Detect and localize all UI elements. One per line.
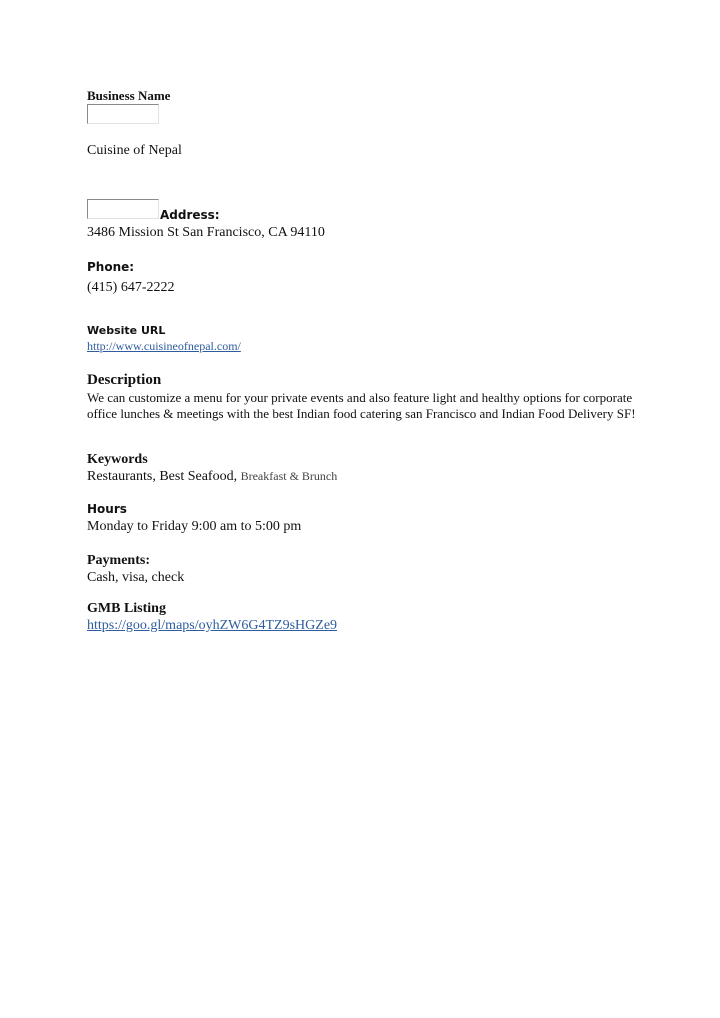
address-label: Address:	[160, 208, 220, 222]
website-link[interactable]: http://www.cuisineofnepal.com/	[87, 339, 241, 353]
gmb-heading: GMB Listing	[87, 601, 166, 616]
gmb-link[interactable]: https://goo.gl/maps/oyhZW6G4TZ9sHGZe9	[87, 618, 338, 633]
business-name-input-box[interactable]	[87, 104, 159, 124]
hours-label: Hours	[87, 502, 127, 516]
business-name-label: Business Name	[87, 88, 171, 103]
keywords-small: Breakfast & Brunch	[240, 469, 338, 483]
phone-label: Phone:	[87, 260, 135, 274]
description-heading: Description	[87, 372, 162, 388]
address-value: 3486 Mission St San Francisco, CA 94110	[87, 225, 325, 240]
hours-value: Monday to Friday 9:00 am to 5:00 pm	[87, 519, 302, 534]
description-text: We can customize a menu for your private events and also feature light and healthy options for corporate office lunches & meetings with the best Indian food catering san Francisco and Indian Food Delivery SF!	[87, 390, 636, 421]
keywords-heading: Keywords	[87, 452, 148, 467]
website-label: Website URL	[87, 324, 166, 337]
phone-value: (415) 647-2222	[87, 280, 175, 295]
business-name-value: Cuisine of Nepal	[87, 143, 182, 158]
payments-heading: Payments:	[87, 553, 150, 568]
keywords-value	[87, 469, 337, 485]
payments-value: Cash, visa, check	[87, 570, 185, 585]
address-input-box[interactable]	[87, 199, 159, 219]
keywords-main: Restaurants, Best Seafood,	[87, 469, 238, 484]
